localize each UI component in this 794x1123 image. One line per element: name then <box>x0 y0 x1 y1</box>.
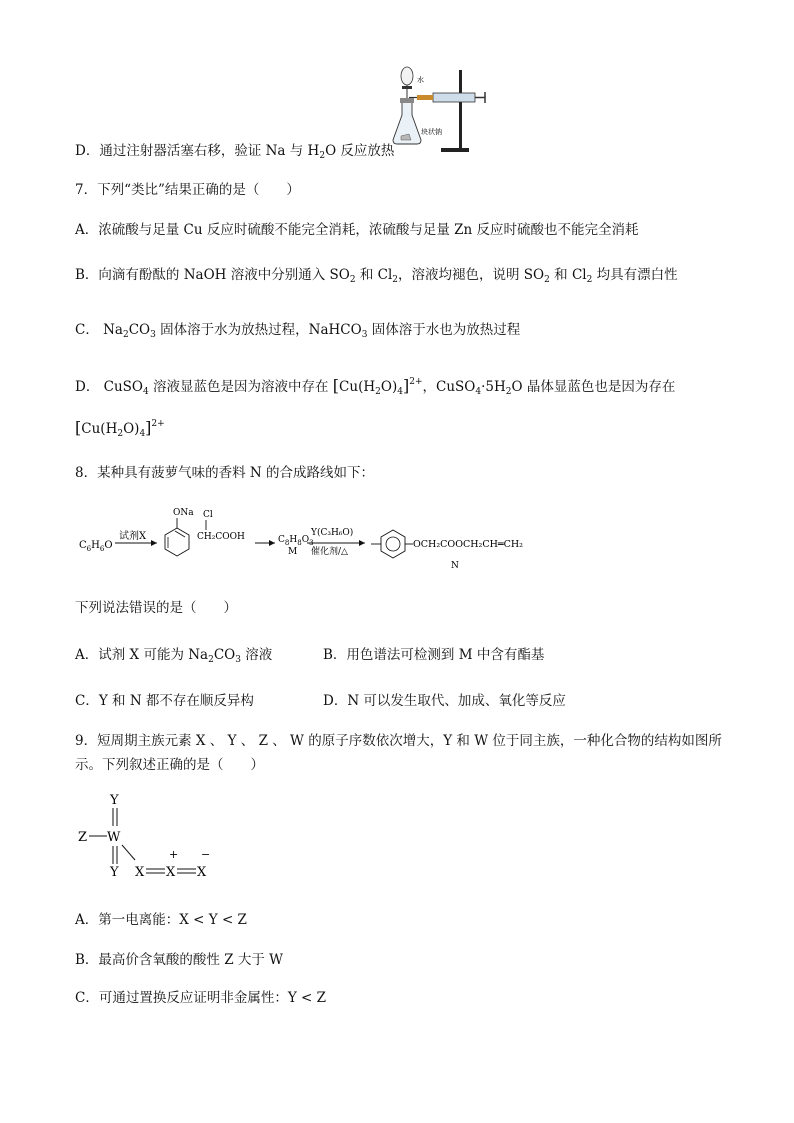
q8-option-b: B．用色谱法可检测到 M 中含有酯基 <box>323 647 545 663</box>
sub: 4 <box>475 387 482 397</box>
atom-x3: X <box>197 865 207 880</box>
text: B．向滴有酚酞的 NaOH 溶液中分别通入 SO <box>75 267 350 283</box>
text: 溶液 <box>240 647 273 663</box>
reagent-2-top: Y(C₃H₆O) <box>311 528 354 538</box>
text: 固体溶于水也为放热过程 <box>367 322 521 338</box>
q9-option-b: B．最高价含氧酸的酸性 Z 大于 W <box>75 952 284 968</box>
text: ，溶液均褪色，说明 SO <box>398 267 545 283</box>
structure-figure <box>75 790 225 885</box>
text: O <box>123 421 135 437</box>
sub: 4 <box>142 387 149 397</box>
sub: 2 <box>117 429 124 439</box>
sub: 3 <box>150 330 156 340</box>
q9-stem-line1: 9．短周期主族元素 X 、 Y 、 Z 、 W 的原子序数依次增大，Y 和 W 位于同主族，一种化合物的结构如图所 <box>75 733 722 749</box>
rubber-tube <box>417 95 433 100</box>
intermediate-m: $C_8H_8O_3$ <box>278 535 314 547</box>
q8-stem: 8．某种具有菠萝气味的香料 N 的合成路线如下： <box>75 465 374 481</box>
q6-option-d <box>75 141 394 161</box>
text: Cu <box>339 379 359 395</box>
text: A．试剂 X 可能为 Na <box>75 647 209 663</box>
charge-minus: − <box>201 848 211 861</box>
synthesis-scheme <box>75 500 555 580</box>
label-m: M <box>288 547 298 557</box>
benzene-ring-2 <box>381 530 405 558</box>
stand-rod <box>459 70 462 150</box>
cl-group: Cl <box>203 510 213 520</box>
q7-option-d-cont: $[Cu(H_2O)_4]^{2+}$ <box>75 418 165 439</box>
text: D．通过注射器活塞右移，验证 Na 与 H <box>75 143 320 159</box>
text: 均具有漂白性 <box>592 267 678 283</box>
separatory-funnel <box>401 67 413 85</box>
text: 和 Cl <box>355 267 393 283</box>
q7-stem: 7．下列“类比”结果正确的是（ ） <box>75 182 300 198</box>
label-water: 水 <box>417 76 424 84</box>
sub: 3 <box>361 330 368 340</box>
q8-option-a <box>75 645 272 665</box>
q9-option-c: C．可通过置换反应证明非金属性：Y < Z <box>75 990 327 1006</box>
atom-y-top: Y <box>110 793 119 808</box>
label-n: N <box>451 561 459 571</box>
q8-option-d: D．N 可以发生取代、加成、氧化等反应 <box>323 693 566 709</box>
text: C． Na <box>75 322 123 338</box>
sub: 3 <box>235 655 241 665</box>
text: O 反应放热 <box>325 143 395 159</box>
sub: 2 <box>319 151 326 161</box>
charge-plus: + <box>169 848 179 861</box>
text: CO <box>128 322 151 338</box>
product-chain: OCH₂COOCH₂CH═CH₂ <box>413 539 523 550</box>
sub: 2 <box>375 387 381 397</box>
text: CO <box>213 647 236 663</box>
text: 溶液显蓝色是因为溶液中存在 <box>148 379 329 395</box>
text: H <box>105 421 118 437</box>
q8-question: 下列说法错误的是（ ） <box>75 600 237 616</box>
q9-stem-line2: 示。下列叙述正确的是（ ） <box>75 757 264 773</box>
stand-base <box>441 148 469 152</box>
q7-option-c <box>75 320 520 340</box>
text: 和 Cl <box>549 267 587 283</box>
sup: 2+ <box>151 419 165 429</box>
text: 固体溶于水为放热过程，NaHCO <box>155 322 362 338</box>
syringe-barrel <box>433 93 475 102</box>
q7-option-a: A．浓硫酸与足量 Cu 反应时硫酸不能完全消耗，浓硫酸与足量 Zn 反应时硫酸也不能完全消耗 <box>75 222 639 238</box>
complex-ion: [ <box>332 376 340 395</box>
text: D． CuSO <box>75 379 143 395</box>
sub: 2 <box>349 275 356 285</box>
sub: 2 <box>208 655 214 665</box>
q7-option-b <box>75 265 678 285</box>
label-sodium: 块状钠 <box>421 128 442 136</box>
sub: 2 <box>586 275 593 285</box>
apparatus-figure <box>385 60 495 155</box>
reagent-2-bottom: 催化剂/△ <box>311 547 348 557</box>
reagent-1: 试剂X <box>119 531 147 542</box>
atom-y-bottom: Y <box>110 865 119 880</box>
sub: 4 <box>397 387 403 397</box>
text: O 晶体显蓝色也是因为存在 <box>511 379 676 395</box>
ona-group: ONa <box>173 508 194 518</box>
sub: 2 <box>392 275 399 285</box>
atom-w: W <box>107 830 121 845</box>
atom-z: Z <box>78 830 88 845</box>
text: O <box>380 379 392 395</box>
text: ·5H <box>481 379 506 395</box>
sub: 2 <box>544 275 550 285</box>
q9-option-a: A．第一电离能：X < Y < Z <box>75 912 247 928</box>
atom-x1: X <box>135 865 145 880</box>
q8-option-c: C．Y 和 N 都不存在顺反异构 <box>75 693 254 709</box>
text: Cu <box>81 421 101 437</box>
text: H <box>363 379 376 395</box>
ch2cooh-group: CH₂COOH <box>197 532 245 542</box>
sub: 2 <box>122 330 129 340</box>
sub: 2 <box>505 387 512 397</box>
atom-x2: X <box>166 865 176 880</box>
start-material: $C_6H_6O$ <box>79 540 113 553</box>
q7-option-d: D． CuSO$_4$ 溶液显蓝色是因为溶液中存在 $[Cu(H_2O)_4]^{2+}$，$CuSO_4\cdot 5H_2O$ 晶体显蓝色也是因为存在 <box>75 376 676 397</box>
text: ，CuSO <box>422 379 476 395</box>
sub: 4 <box>139 429 146 439</box>
sup: 2+ <box>409 377 423 387</box>
